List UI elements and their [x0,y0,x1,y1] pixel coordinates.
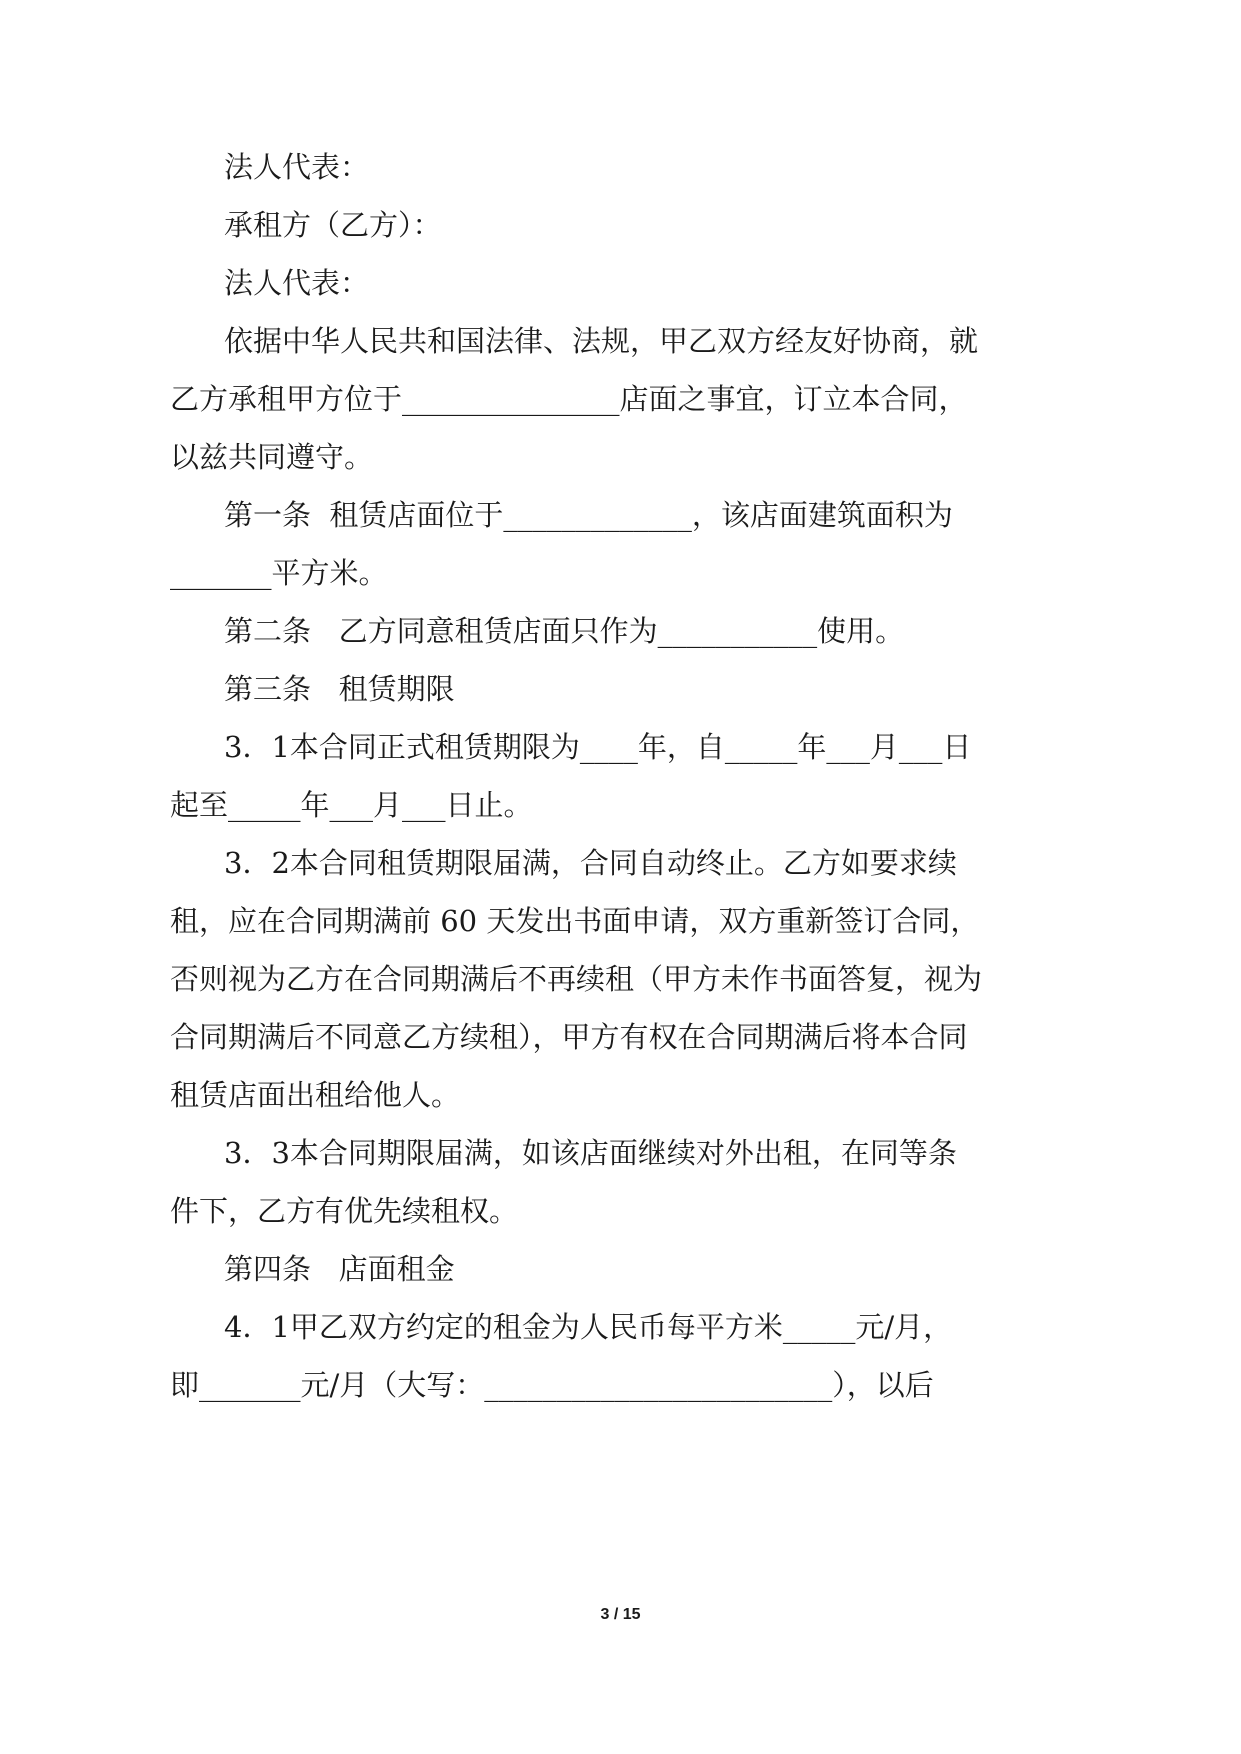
text-line: 合同期满后不同意乙方续租），甲方有权在合同期满后将本合同 [170,1020,968,1054]
text-line: 第二条 乙方同意租赁店面只作为___________使用。 [224,614,905,648]
text-line: 法人代表： [224,266,370,300]
text-line: 承租方（乙方）： [224,208,442,242]
text-line: 3．3本合同期限届满，如该店面继续对外出租，在同等条 [224,1136,957,1170]
text-line: 第四条 店面租金 [224,1252,455,1286]
text-line: 起至_____年___月___日止。 [170,788,533,822]
text-line: _______平方米。 [170,556,388,590]
text-line: 3．1本合同正式租赁期限为____年，自_____年___月___日 [224,730,972,764]
text-line: 第一条 租赁店面位于_____________，该店面建筑面积为 [224,498,953,532]
page-number: 3 / 15 [600,1606,641,1623]
text-line: 件下，乙方有优先续租权。 [170,1194,519,1228]
text-line: 法人代表： [224,150,370,184]
text-line: 租，应在合同期满前 60 天发出书面申请，双方重新签订合同， [170,904,980,938]
text-line: 以兹共同遵守。 [170,440,374,474]
text-line: 第三条 租赁期限 [224,672,455,706]
text-line: 租赁店面出租给他人。 [170,1078,461,1112]
text-line: 否则视为乙方在合同期满后不再续租（甲方未作书面答复，视为 [170,962,983,996]
text-line: 依据中华人民共和国法律、法规，甲乙双方经友好协商，就 [224,324,979,358]
text-line: 即_______元/月（大写：________________________），以后 [170,1368,934,1402]
text-line: 乙方承租甲方位于_______________店面之事宜，订立本合同， [170,382,968,416]
text-line: 4．1甲乙双方约定的租金为人民币每平方米_____元/月， [224,1310,953,1344]
text-line: 3．2本合同租赁期限届满，合同自动终止。乙方如要求续 [224,846,957,880]
